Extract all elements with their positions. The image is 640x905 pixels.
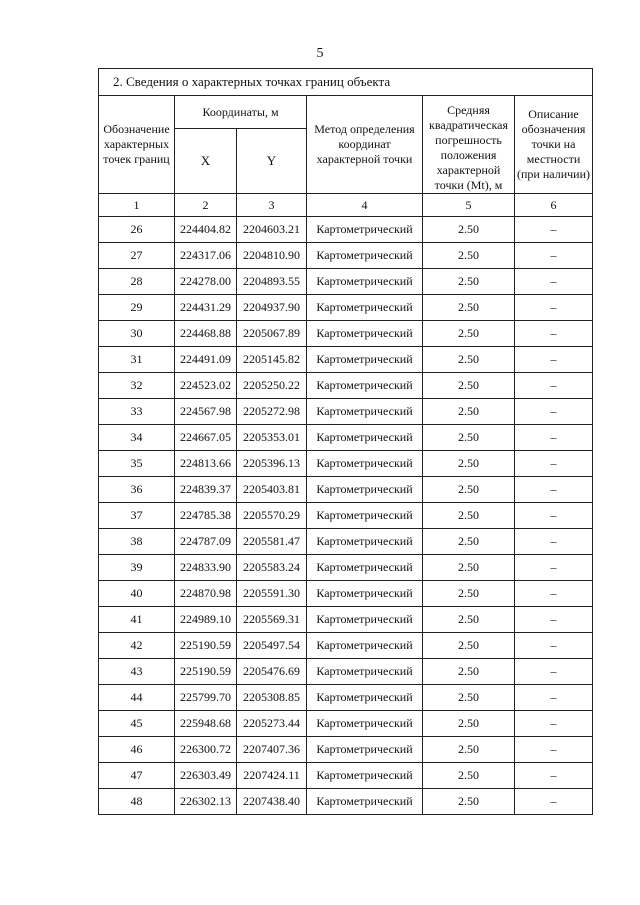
table-row	[99, 399, 593, 425]
point-id-cell: 46	[99, 737, 175, 763]
x-coordinate-cell: 224989.10	[175, 607, 237, 633]
description-cell: –	[515, 737, 593, 763]
x-coordinate-cell: 225190.59	[175, 659, 237, 685]
method-cell: Картометрический	[307, 399, 423, 425]
method-cell: Картометрический	[307, 451, 423, 477]
point-id-cell: 34	[99, 425, 175, 451]
page-number: 5	[316, 46, 324, 61]
method-cell: Картометрический	[307, 607, 423, 633]
x-coordinate-cell: 224870.98	[175, 581, 237, 607]
point-id-cell: 27	[99, 243, 175, 269]
table-row	[99, 789, 593, 815]
point-id-cell: 29	[99, 295, 175, 321]
y-coordinate-cell: 2205396.13	[237, 451, 307, 477]
error-cell: 2.50	[423, 425, 515, 451]
y-coordinate-cell: 2205403.81	[237, 477, 307, 503]
description-cell: –	[515, 503, 593, 529]
description-cell: –	[515, 243, 593, 269]
error-cell: 2.50	[423, 503, 515, 529]
x-coordinate-cell: 225190.59	[175, 633, 237, 659]
description-cell: –	[515, 451, 593, 477]
y-coordinate-cell: 2205145.82	[237, 347, 307, 373]
description-cell: –	[515, 269, 593, 295]
description-cell: –	[515, 659, 593, 685]
column-number: 3	[237, 194, 307, 217]
description-cell: –	[515, 399, 593, 425]
table-row	[99, 737, 593, 763]
y-coordinate-cell: 2207438.40	[237, 789, 307, 815]
method-cell: Картометрический	[307, 477, 423, 503]
table-body	[99, 217, 593, 815]
table-row	[99, 243, 593, 269]
y-coordinate-cell: 2205569.31	[237, 607, 307, 633]
description-cell: –	[515, 633, 593, 659]
x-coordinate-cell: 224431.29	[175, 295, 237, 321]
table-row	[99, 685, 593, 711]
y-coordinate-cell: 2205272.98	[237, 399, 307, 425]
point-id-cell: 41	[99, 607, 175, 633]
method-cell: Картометрический	[307, 347, 423, 373]
method-cell: Картометрический	[307, 425, 423, 451]
table-row	[99, 581, 593, 607]
column-number: 2	[175, 194, 237, 217]
description-cell: –	[515, 425, 593, 451]
point-id-cell: 44	[99, 685, 175, 711]
error-cell: 2.50	[423, 347, 515, 373]
y-coordinate-cell: 2205250.22	[237, 373, 307, 399]
point-id-cell: 32	[99, 373, 175, 399]
point-id-cell: 31	[99, 347, 175, 373]
column-numbers-row	[99, 194, 593, 217]
x-coordinate-cell: 224839.37	[175, 477, 237, 503]
header-coordinates: Координаты, м	[175, 96, 307, 129]
header-y: Y	[237, 129, 307, 194]
x-coordinate-cell: 224468.88	[175, 321, 237, 347]
error-cell: 2.50	[423, 373, 515, 399]
x-coordinate-cell: 224787.09	[175, 529, 237, 555]
point-id-cell: 38	[99, 529, 175, 555]
table-row	[99, 763, 593, 789]
section-title: 2. Сведения о характерных точках границ объекта	[99, 69, 593, 96]
description-cell: –	[515, 477, 593, 503]
description-cell: –	[515, 347, 593, 373]
error-cell: 2.50	[423, 789, 515, 815]
point-id-cell: 40	[99, 581, 175, 607]
x-coordinate-cell: 226303.49	[175, 763, 237, 789]
method-cell: Картометрический	[307, 529, 423, 555]
point-id-cell: 37	[99, 503, 175, 529]
method-cell: Картометрический	[307, 373, 423, 399]
x-coordinate-cell: 224491.09	[175, 347, 237, 373]
y-coordinate-cell: 2205273.44	[237, 711, 307, 737]
description-cell: –	[515, 581, 593, 607]
y-coordinate-cell: 2204937.90	[237, 295, 307, 321]
y-coordinate-cell: 2205476.69	[237, 659, 307, 685]
x-coordinate-cell: 224833.90	[175, 555, 237, 581]
method-cell: Картометрический	[307, 321, 423, 347]
table-row	[99, 503, 593, 529]
description-cell: –	[515, 763, 593, 789]
description-cell: –	[515, 373, 593, 399]
column-number: 6	[515, 194, 593, 217]
description-cell: –	[515, 789, 593, 815]
header-method: Метод определения координат характерной точки	[307, 96, 423, 194]
error-cell: 2.50	[423, 295, 515, 321]
column-number: 5	[423, 194, 515, 217]
table-row	[99, 425, 593, 451]
y-coordinate-cell: 2207424.11	[237, 763, 307, 789]
description-cell: –	[515, 321, 593, 347]
boundary-points-table	[98, 68, 593, 815]
point-id-cell: 48	[99, 789, 175, 815]
table-row	[99, 555, 593, 581]
point-id-cell: 33	[99, 399, 175, 425]
method-cell: Картометрический	[307, 737, 423, 763]
point-id-cell: 26	[99, 217, 175, 243]
x-coordinate-cell: 224523.02	[175, 373, 237, 399]
error-cell: 2.50	[423, 633, 515, 659]
method-cell: Картометрический	[307, 503, 423, 529]
method-cell: Картометрический	[307, 763, 423, 789]
method-cell: Картометрический	[307, 269, 423, 295]
point-id-cell: 45	[99, 711, 175, 737]
x-coordinate-cell: 224278.00	[175, 269, 237, 295]
point-id-cell: 43	[99, 659, 175, 685]
x-coordinate-cell: 224404.82	[175, 217, 237, 243]
error-cell: 2.50	[423, 399, 515, 425]
y-coordinate-cell: 2205581.47	[237, 529, 307, 555]
header-designation: Обозначение характерных точек границ	[99, 96, 175, 194]
header-description: Описание обозначения точки на местности (при наличии)	[515, 96, 593, 194]
method-cell: Картометрический	[307, 633, 423, 659]
error-cell: 2.50	[423, 451, 515, 477]
header-error: Средняя квадратическая погрешность положения характерной точки (Mt), м	[423, 96, 515, 194]
error-cell: 2.50	[423, 243, 515, 269]
y-coordinate-cell: 2205308.85	[237, 685, 307, 711]
y-coordinate-cell: 2205353.01	[237, 425, 307, 451]
method-cell: Картометрический	[307, 581, 423, 607]
x-coordinate-cell: 224317.06	[175, 243, 237, 269]
x-coordinate-cell: 225799.70	[175, 685, 237, 711]
y-coordinate-cell: 2205497.54	[237, 633, 307, 659]
point-id-cell: 36	[99, 477, 175, 503]
x-coordinate-cell: 224667.05	[175, 425, 237, 451]
method-cell: Картометрический	[307, 217, 423, 243]
table-row	[99, 607, 593, 633]
table-row	[99, 217, 593, 243]
description-cell: –	[515, 217, 593, 243]
error-cell: 2.50	[423, 217, 515, 243]
table-row	[99, 321, 593, 347]
y-coordinate-cell: 2205583.24	[237, 555, 307, 581]
point-id-cell: 42	[99, 633, 175, 659]
description-cell: –	[515, 529, 593, 555]
error-cell: 2.50	[423, 555, 515, 581]
y-coordinate-cell: 2204810.90	[237, 243, 307, 269]
x-coordinate-cell: 224813.66	[175, 451, 237, 477]
error-cell: 2.50	[423, 711, 515, 737]
error-cell: 2.50	[423, 269, 515, 295]
x-coordinate-cell: 224785.38	[175, 503, 237, 529]
point-id-cell: 39	[99, 555, 175, 581]
x-coordinate-cell: 225948.68	[175, 711, 237, 737]
description-cell: –	[515, 295, 593, 321]
method-cell: Картометрический	[307, 243, 423, 269]
point-id-cell: 28	[99, 269, 175, 295]
table-row	[99, 451, 593, 477]
error-cell: 2.50	[423, 529, 515, 555]
description-cell: –	[515, 607, 593, 633]
table-row	[99, 659, 593, 685]
y-coordinate-cell: 2205570.29	[237, 503, 307, 529]
error-cell: 2.50	[423, 737, 515, 763]
error-cell: 2.50	[423, 685, 515, 711]
description-cell: –	[515, 711, 593, 737]
error-cell: 2.50	[423, 477, 515, 503]
table-row	[99, 347, 593, 373]
method-cell: Картометрический	[307, 659, 423, 685]
y-coordinate-cell: 2204603.21	[237, 217, 307, 243]
table-row	[99, 295, 593, 321]
error-cell: 2.50	[423, 763, 515, 789]
method-cell: Картометрический	[307, 555, 423, 581]
error-cell: 2.50	[423, 659, 515, 685]
description-cell: –	[515, 555, 593, 581]
x-coordinate-cell: 226300.72	[175, 737, 237, 763]
column-number: 1	[99, 194, 175, 217]
point-id-cell: 30	[99, 321, 175, 347]
table-row	[99, 269, 593, 295]
column-number: 4	[307, 194, 423, 217]
y-coordinate-cell: 2204893.55	[237, 269, 307, 295]
y-coordinate-cell: 2205591.30	[237, 581, 307, 607]
table-row	[99, 373, 593, 399]
method-cell: Картометрический	[307, 789, 423, 815]
table-row	[99, 633, 593, 659]
point-id-cell: 35	[99, 451, 175, 477]
method-cell: Картометрический	[307, 295, 423, 321]
x-coordinate-cell: 224567.98	[175, 399, 237, 425]
table-row	[99, 529, 593, 555]
error-cell: 2.50	[423, 321, 515, 347]
y-coordinate-cell: 2207407.36	[237, 737, 307, 763]
table-row	[99, 477, 593, 503]
error-cell: 2.50	[423, 607, 515, 633]
error-cell: 2.50	[423, 581, 515, 607]
header-x: X	[175, 129, 237, 194]
description-cell: –	[515, 685, 593, 711]
point-id-cell: 47	[99, 763, 175, 789]
table-row	[99, 711, 593, 737]
method-cell: Картометрический	[307, 711, 423, 737]
method-cell: Картометрический	[307, 685, 423, 711]
x-coordinate-cell: 226302.13	[175, 789, 237, 815]
y-coordinate-cell: 2205067.89	[237, 321, 307, 347]
